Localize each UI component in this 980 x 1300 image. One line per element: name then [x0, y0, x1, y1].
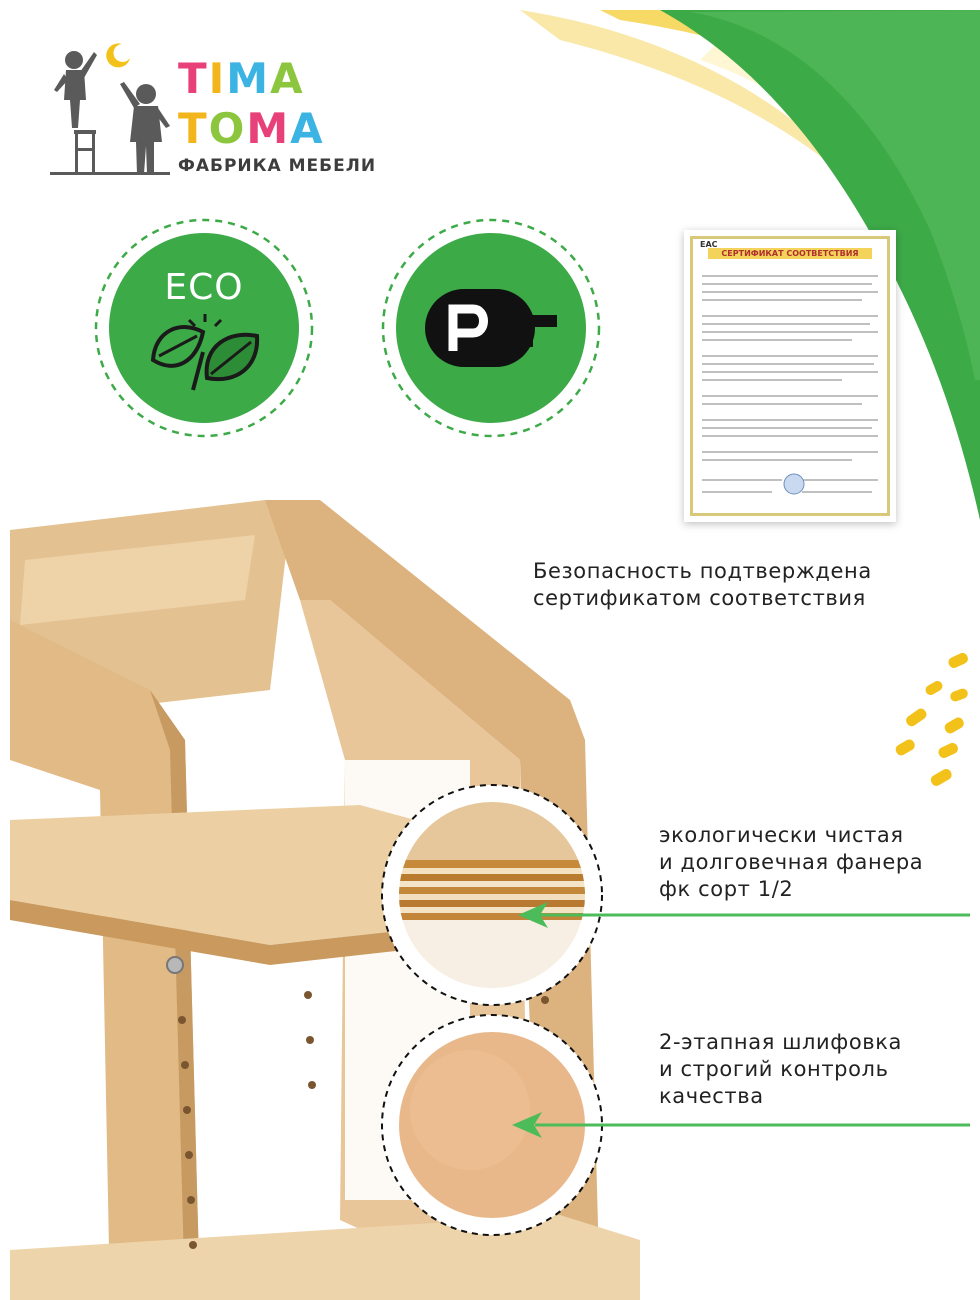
sanding-caption-line: 2-этапная шлифовка [659, 1030, 903, 1054]
eco-label: ECO [164, 267, 244, 308]
plywood-caption [659, 822, 923, 903]
certificate-title: СЕРТИФИКАТ СООТВЕТСТВИЯ [708, 248, 872, 259]
children-silhouette-icon [50, 38, 175, 178]
sanding-caption [659, 1029, 902, 1110]
brand-tagline: ФАБРИКА МЕБЕЛИ [178, 156, 377, 176]
brand-name-line1: TIMA [178, 54, 305, 103]
safety-caption [533, 558, 872, 612]
leaves-icon [145, 312, 263, 392]
pct-certification-badge [380, 217, 602, 439]
eac-mark: EAC [700, 240, 718, 249]
yellow-dash-decoration [894, 651, 970, 787]
eco-badge [93, 217, 315, 439]
brand-name-line2: TOMA [178, 104, 325, 153]
plywood-caption-line: фк сорт 1/2 [659, 877, 794, 901]
conformity-certificate-image [684, 230, 896, 522]
sanding-caption-line: и строгий контроль [659, 1057, 889, 1081]
sanding-caption-line: качества [659, 1084, 764, 1108]
plywood-caption-line: и долговечная фанера [659, 850, 924, 874]
brand-logo [50, 38, 377, 183]
safety-caption-line: Безопасность подтверждена [533, 559, 872, 583]
rst-mark-icon [423, 285, 559, 371]
plywood-caption-line: экологически чистая [659, 823, 904, 847]
safety-caption-line: сертификатом соответствия [533, 586, 866, 610]
certificate-text-lines [702, 270, 878, 510]
